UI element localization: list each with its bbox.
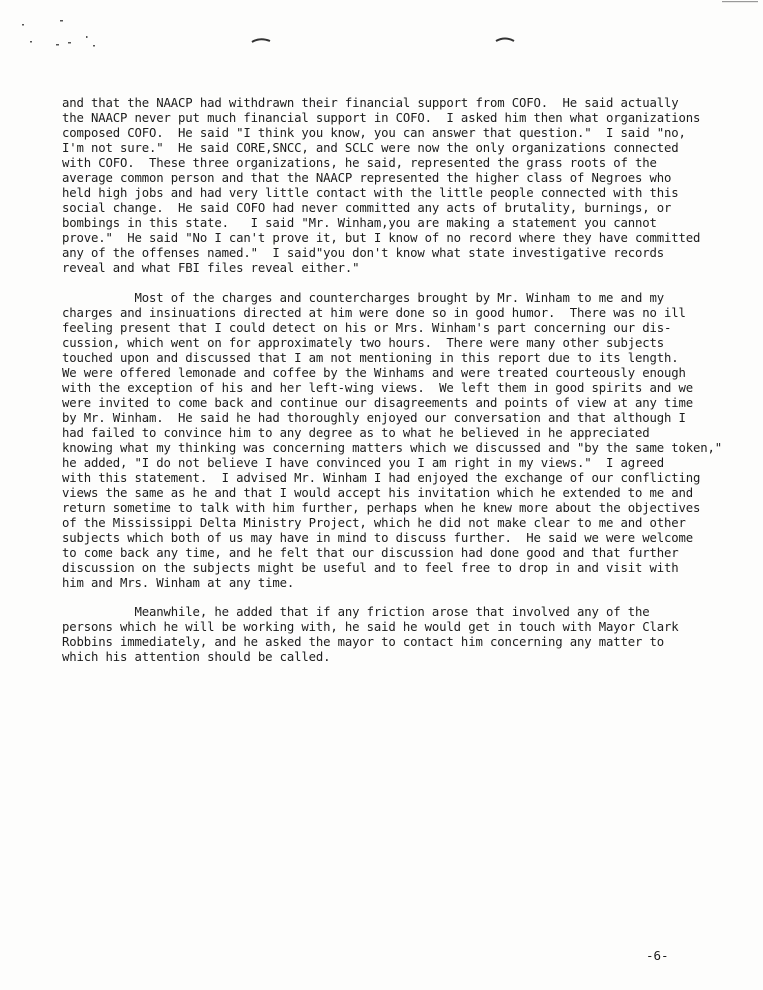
speck: [56, 44, 59, 46]
speck: [30, 41, 32, 43]
scan-artifacts: [0, 0, 763, 60]
speck: [86, 36, 88, 38]
paragraph-2: Most of the charges and countercharges brought by Mr. Winham to me and my charges and insinuations directed at him were done so in good humor. There was no ill feeling present that I could detect on his or Mrs. Winham's part concerning our dis- cussion, which went on for approximately two hours. There were many other subjects touched upon and discussed that I am not mentioning in this report due to its length. We were offered lemonade and coffee by the Winhams and were treated courteously enough with the exception of his and her left-wing views. We left them in good spirits and we were invited to come back and continue our disagreements and points of view at any time by Mr. Winham. He said he had thoroughly enjoyed our conversation and that although I had failed to convince him to any degree as to what he believed in he appreciated knowing what my thinking was concerning matters which we discussed and "by the same token," he added, "I do not believe I have convinced you I am right in my views." I agreed with this statement. I advised Mr. Winham I had enjoyed the exchange of our conflicting views the same as he and that I would accept his invitation which he extended to me and return sometime to talk with him further, perhaps when he knew more about the objectives of the Mississippi Delta Ministry Project, which he did not make clear to me and other subjects which both of us may have in mind to discuss further. He said we were welcome to come back any time, and he felt that our discussion had done good and that further discussion on the subjects might be useful and to feel free to drop in and visit with him and Mrs. Winham at any time.: [62, 291, 723, 590]
hole-punch-mark: [496, 39, 514, 42]
scan-specks: [22, 1, 758, 47]
page-number: -6-: [646, 948, 669, 963]
speck: [93, 45, 95, 47]
speck: [722, 1, 758, 2]
speck: [68, 42, 71, 44]
paragraph-1: and that the NAACP had withdrawn their financial support from COFO. He said actually the NAACP never put much financial support in COFO. I asked him then what organizations composed COFO. He said "I think you know, you can answer that question." I said "no, I'm not sure." He said CORE,SNCC, and SCLC were now the only organizations connected with COFO. These three organizations, he said, represented the grass roots of the average common person and that the NAACP represented the higher class of Negroes who held high jobs and had very little contact with the little people connected with this social change. He said COFO had never committed any acts of brutality, burnings, or bombings in this state. I said "Mr. Winham,you are making a statement you cannot prove." He said "No I can't prove it, but I know of no record where they have committed any of the offenses named." I said"you don't know what state investigative records reveal and what FBI files reveal either.": [62, 96, 701, 275]
hole-punch-mark: [252, 39, 270, 42]
speck: [22, 24, 24, 26]
paragraph-3: Meanwhile, he added that if any friction arose that involved any of the persons which he will be working with, he said he would get in touch with Mayor Clark Robbins immediately, and he asked the mayor to contact him concerning any matter to which his attention should be called.: [62, 605, 679, 664]
speck: [60, 20, 63, 22]
